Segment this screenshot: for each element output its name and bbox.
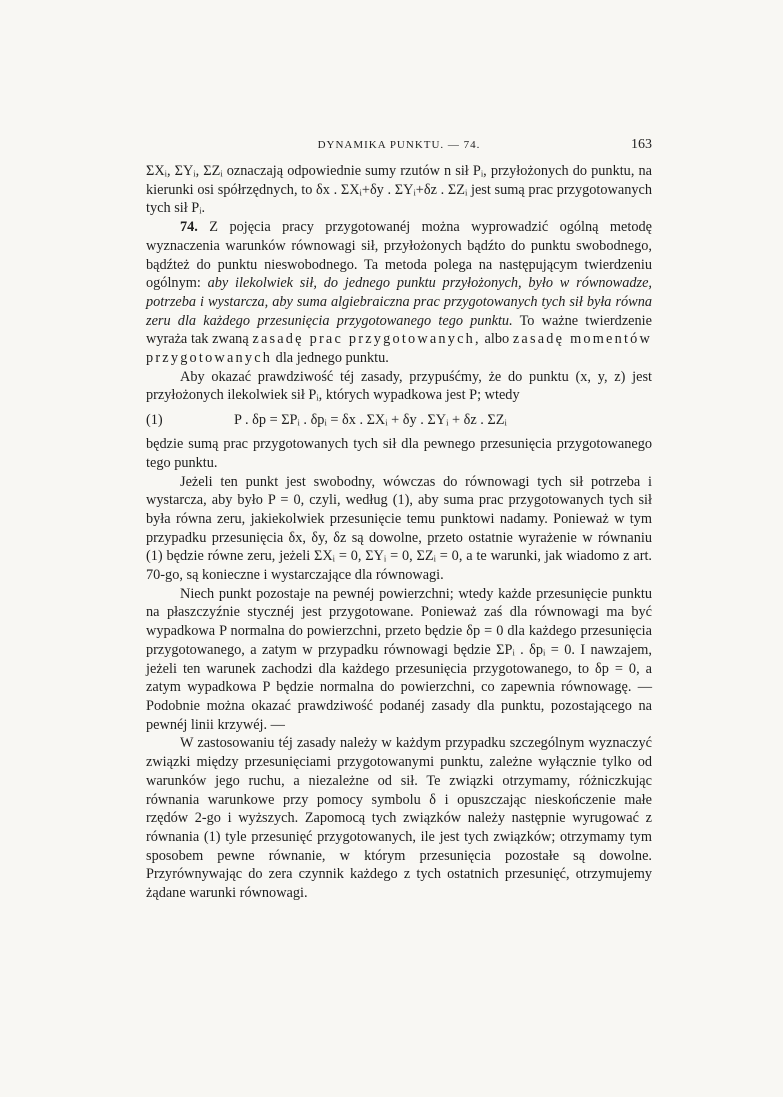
paragraph-2-text-a: Z pojęcia pracy przygotowanéj można wyprowadzić ogólną metodę wyznaczenia warunków równowagi sił, przyłożonych bądźto do punktu swobodnego, bądźteż do punktu nieswobodnego. Ta metoda polega na następującym twierdzeniu ogólnym: xyxy=(146,219,653,292)
page-number: 163 xyxy=(631,137,652,152)
body-text xyxy=(146,162,652,903)
equation-formula: P . δp = ΣPᵢ . δpᵢ = δx . ΣXᵢ + δy . ΣYᵢ + δz . ΣZᵢ xyxy=(234,412,507,429)
paragraph-2-text-d: dla jednego punktu. xyxy=(272,350,389,367)
paragraph-6: Niech punkt pozostaje na pewnéj powierzchni; wtedy każde przesunięcie punktu na płaszczyźnie stycznéj jest przygotowane. Ponieważ zaś dla równowagi ma być wypadkowa P normalna do powierzchni, przeto będzie δp = 0 dla każdego przesunięcia przygotowanego, a zatym w przypadku równowagi będzie ΣPᵢ . δpᵢ = 0. I nawzajem, jeżeli ten warunek zachodzi dla każdego przesunięcia przygotowanego, to δp = 0, a zatym wypadkowa P będzie normalna do powierzchni, co zapewnia równowagę. — Podobnie można okazać prawdziwość podanéj zasady dla punktu, pozostającego na pewnéj linii krzywéj. — xyxy=(146,585,652,733)
equation-1 xyxy=(146,409,652,431)
paragraph-7: W zastosowaniu téj zasady należy w każdym przypadku szczególnym wyznaczyć związki między przesunięciami przygotowanymi punktu, zależne wyłącznie tylko od warunków jego ruchu, a niezależne od sił. Te związki otrzymamy, różniczkując równania warunkowe przy pomocy symbolu δ i opuszczając nieskończenie małe rzędów 2-go i wyższych. Zapomocą tych związków należy następnie wyrugować z równania (1) tyle przesunięć przygotowanych, ile jest tych związków; otrzymamy tym sposobem pewne równanie, w którym przesunięcia pozostałe są dowolne. Przyrównywając do zera czynnik każdego z tych ostatnich przesunięć, otrzymujemy żądane warunki równowagi. xyxy=(146,735,652,902)
paragraph-5: Jeżeli ten punkt jest swobodny, wówczas do równowagi tych sił potrzeba i wystarcza, aby było P = 0, czyli, według (1), aby suma prac przygotowanych tych sił była równa zeru, jakiekolwiek przesunięcie temu punktowi nadamy. Ponieważ w tym przypadku przesunięcia δx, δy, δz są dowolne, przeto ostatnie wyrażenie w równaniu (1) będzie równe zeru, jeżeli ΣXᵢ = 0, ΣYᵢ = 0, ΣZᵢ = 0, a te warunki, jak wiadomo z art. 70-go, są konieczne i wystarczające dla równowagi. xyxy=(146,473,652,584)
page-header xyxy=(146,137,652,157)
spaced-term-1: zasadę prac przygotowanych, xyxy=(252,331,481,348)
paragraph-2-text-c: albo xyxy=(480,331,513,348)
paragraph-2-text-b: To ważne twierdzenie wyraża tak zwaną xyxy=(146,312,652,348)
paragraph-2 xyxy=(146,218,652,368)
theorem-statement: aby ilekolwiek sił, do jednego punktu przyłożonych, było w równowadze, potrzeba i wystarcza, aby suma algiebraiczna prac przygotowanych tych sił była równa zeru dla każdego przesunięcia przygotowanego tego punktu. xyxy=(146,275,652,329)
section-number: 74. xyxy=(180,219,198,236)
paragraph-1: ΣXᵢ, ΣYᵢ, ΣZᵢ oznaczają odpowiednie sumy rzutów n sił Pᵢ, przyłożonych do punktu, na kierunki osi spółrzędnych, to δx . ΣXᵢ+δy . ΣYᵢ+δz . ΣZᵢ jest sumą prac przygotowanych tych sił Pᵢ. xyxy=(146,163,652,217)
equation-label: (1) xyxy=(146,412,163,429)
paragraph-3: Aby okazać prawdziwość téj zasady, przypuśćmy, że do punktu (x, y, z) jest przyłożonych ilekolwiek sił Pᵢ, których wypadkowa jest P; wtedy xyxy=(146,368,652,404)
spaced-term-2: zasadę momentów przygotowanych xyxy=(146,331,652,367)
running-title: DYNAMIKA PUNKTU. — 74. xyxy=(317,139,481,151)
paragraph-4: będzie sumą prac przygotowanych tych sił dla pewnego przesunięcia przygotowanego tego punktu. xyxy=(146,436,652,471)
